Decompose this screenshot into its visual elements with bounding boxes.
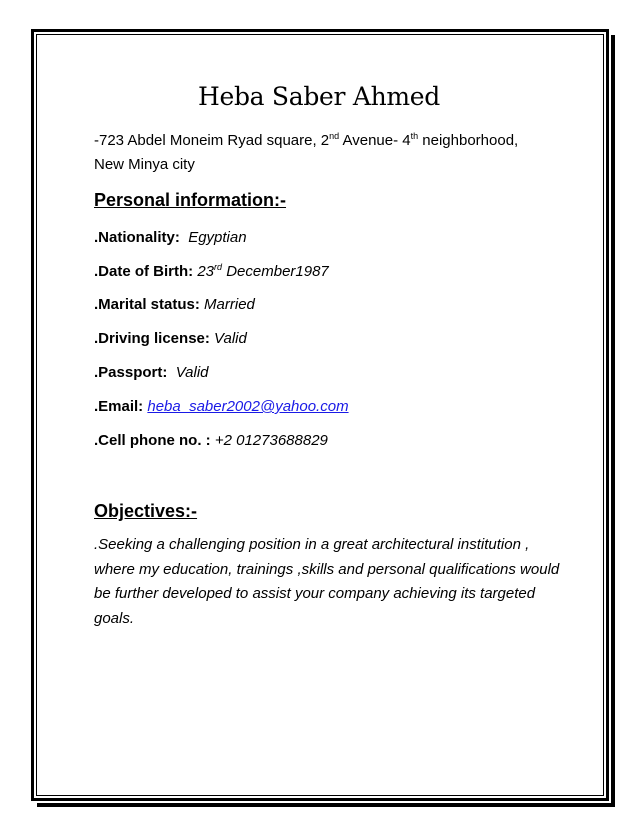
passport-row [94,364,209,381]
phone-label: .Cell phone no. : [94,432,211,449]
address-sup1: nd [329,131,340,141]
dob-month-year: December1987 [222,263,329,280]
dob-label: .Date of Birth: [94,263,194,280]
phone-value: +2 01273688829 [214,432,328,449]
email-row [94,398,349,415]
dob-sup: rd [214,262,223,272]
address-line2: New Minya city [94,156,195,173]
marital-row [94,296,255,313]
passport-label: .Passport: [94,364,168,381]
marital-value: Married [204,296,255,313]
email-label: .Email: [94,398,144,415]
address-part1: -723 Abdel Moneim Ryad square, 2 [94,132,330,149]
address-part3: neighborhood, [418,132,519,149]
driving-value: Valid [214,330,247,347]
address-part2: Avenue- 4 [339,132,411,149]
phone-row [94,432,328,449]
passport-value: Valid [175,364,209,381]
applicant-name: Heba Saber Ahmed [197,82,441,111]
nationality-label: .Nationality: [94,229,180,246]
objectives-text: .Seeking a challenging position in a great architectural institution , where my education, trainings ,skills and personal qualifications would be further developed to assist your company achieving its targeted goals. [94,536,560,627]
address-sup2: th [410,131,419,141]
dob-day: 23 [197,263,215,280]
nationality-row [94,229,247,246]
nationality-value: Egyptian [188,229,247,246]
marital-label: .Marital status: [94,296,200,313]
email-link[interactable]: heba_saber2002@yahoo.com [147,398,349,415]
personal-info-heading: Personal information:- [94,190,287,210]
dob-row [94,263,329,280]
address [94,129,564,177]
driving-label: .Driving license: [94,330,210,347]
objectives-heading: Objectives:- [94,501,198,521]
driving-row [94,330,247,347]
